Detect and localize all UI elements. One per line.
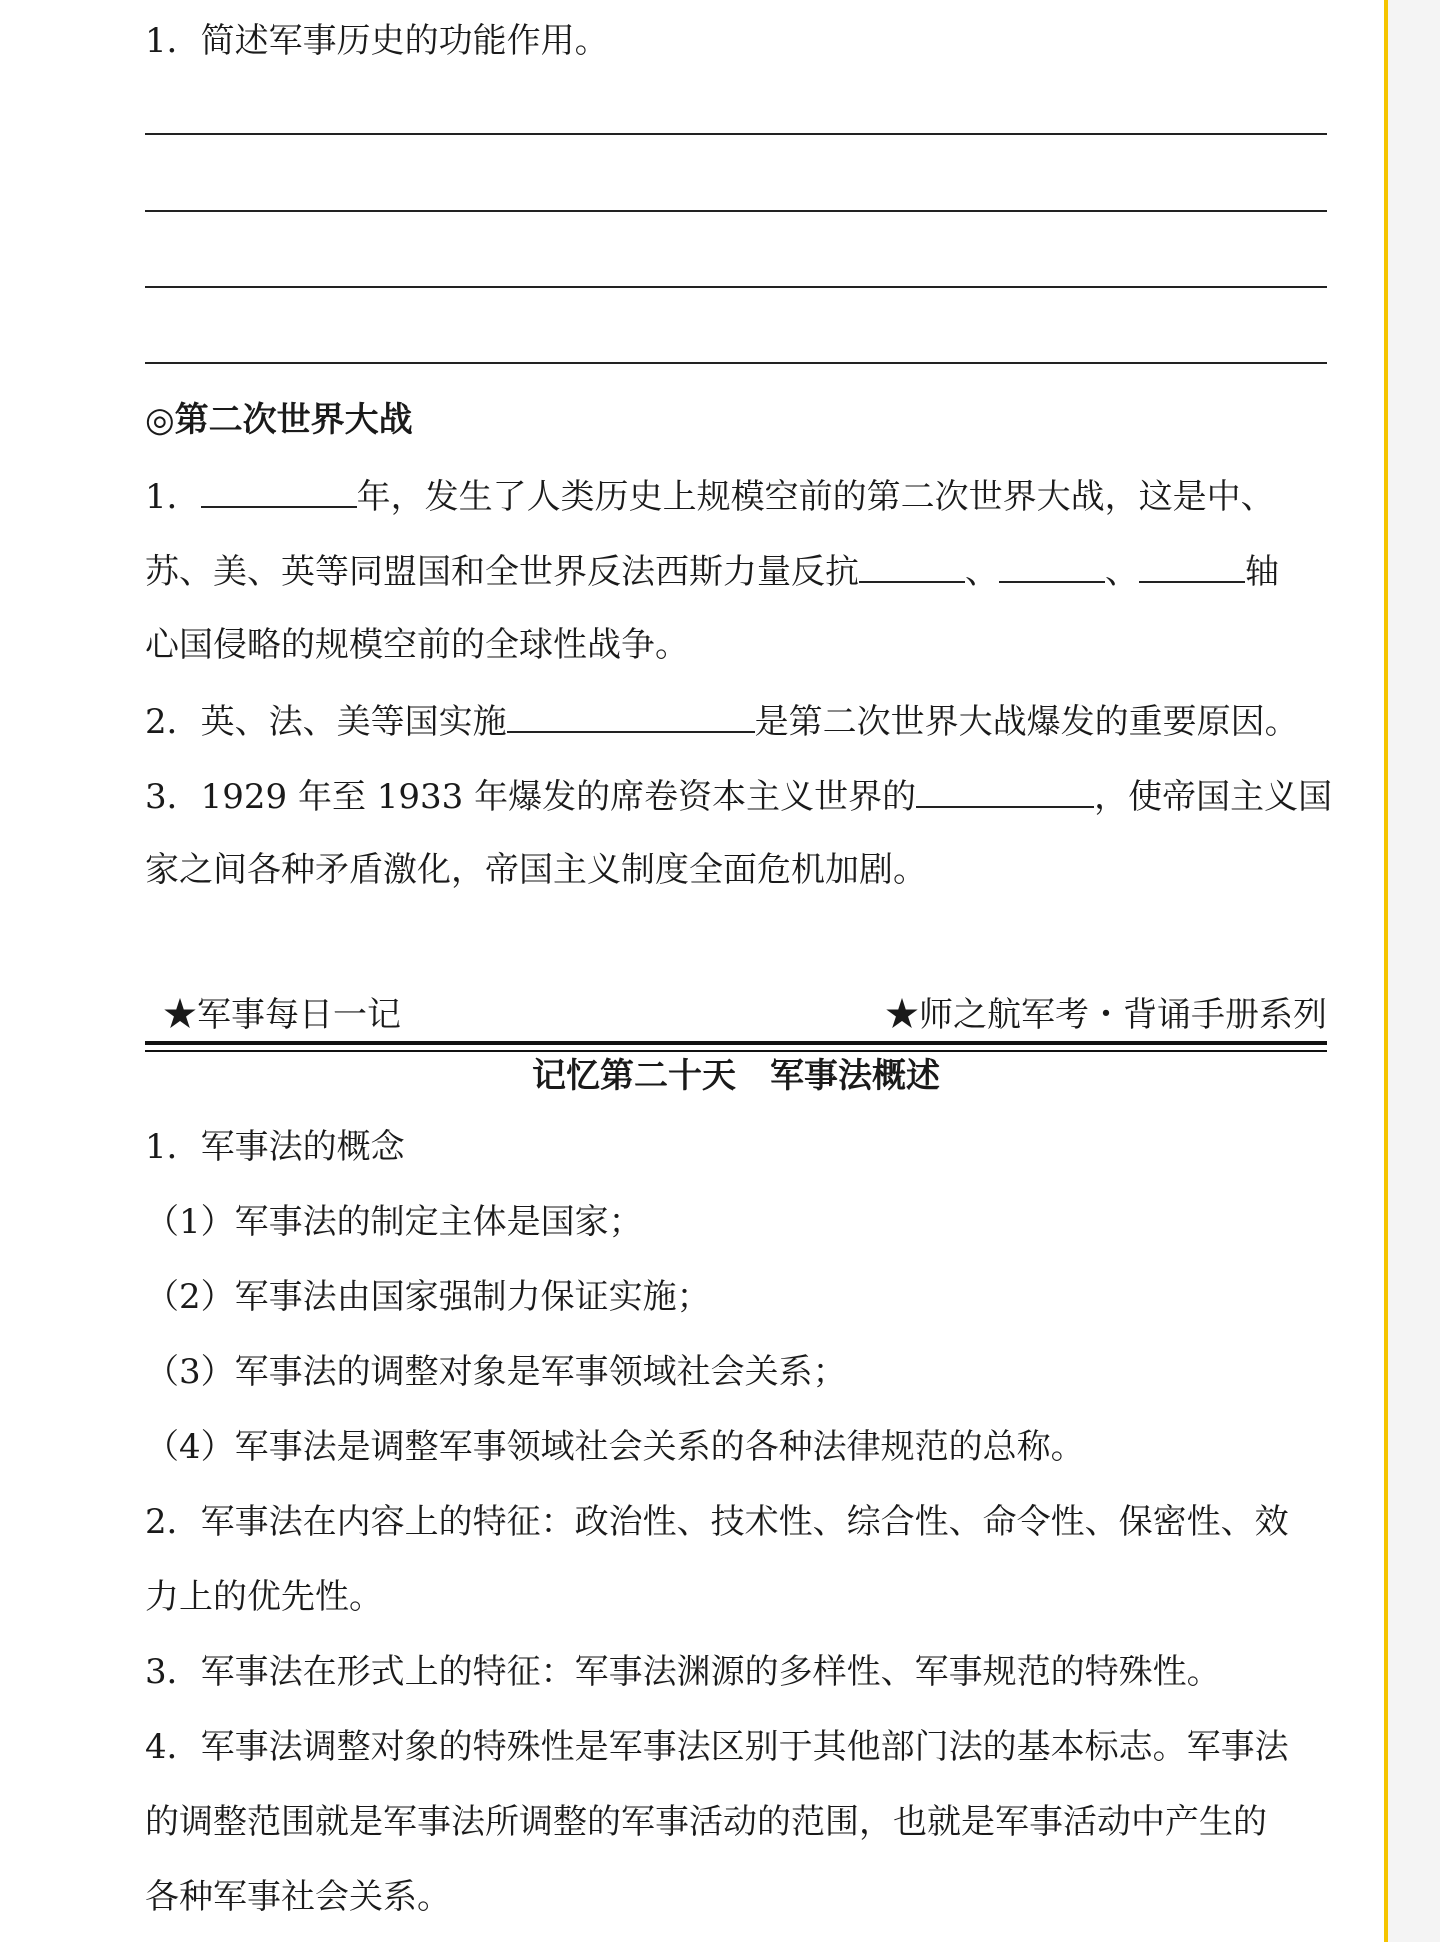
q2-text-b: 是第二次世界大战爆发的重要原因。 [754,702,1299,742]
body-line: 3．军事法在形式上的特征：军事法渊源的多样性、军事规范的特殊性。 [145,1652,1221,1692]
header-right: ★师之航军考・背诵手册系列 [885,995,1327,1035]
body-line: （2）军事法由国家强制力保证实施； [145,1277,711,1317]
answer-line[interactable] [145,133,1327,135]
body-line: （1）军事法的制定主体是国家； [145,1202,643,1242]
fill-blank-year[interactable] [201,470,357,508]
ww2-q3-line2: 家之间各种矛盾激化，帝国主义制度全面危机加剧。 [145,850,927,890]
ww2-q1-line1 [145,470,1275,522]
answer-line[interactable] [145,362,1327,364]
body-line: （3）军事法的调整对象是军事领域社会关系； [145,1352,847,1392]
ww2-q1-line3: 心国侵略的规模空前的全球性战争。 [145,625,689,665]
right-margin [1388,0,1440,1942]
q1-text-3: 轴 [1245,552,1279,592]
fill-blank-axis-2[interactable] [999,545,1105,583]
q3-text-a: 3．1929 年至 1933 年爆发的席卷资本主义世界的 [145,777,917,817]
section-heading-ww2: ◎第二次世界大战 [145,400,413,440]
ww2-q2 [145,695,1299,747]
fill-blank-policy[interactable] [507,695,755,733]
fill-blank-crisis[interactable] [916,770,1094,808]
review-question: 1．简述军事历史的功能作用。 [145,21,609,61]
body-line: 1．军事法的概念 [145,1127,405,1167]
header-left: ★军事每日一记 [163,995,401,1035]
q3-text-b: ，使帝国主义国 [1094,777,1333,817]
header-rule-thick [145,1041,1327,1045]
body-line: 力上的优先性。 [145,1577,383,1617]
day-title: 记忆第二十天 军事法概述 [532,1056,940,1096]
separator: 、 [1105,552,1139,592]
q2-text-a: 2．英、法、美等国实施 [145,702,507,742]
q1-text-1: 年，发生了人类历史上规模空前的第二次世界大战，这是中、 [356,477,1275,517]
body-line: 各种军事社会关系。 [145,1877,451,1917]
answer-line[interactable] [145,210,1327,212]
ww2-q3-line1 [145,770,1332,822]
answer-line[interactable] [145,286,1327,288]
body-line: （4）军事法是调整军事领域社会关系的各种法律规范的总称。 [145,1427,1085,1467]
q1-text-2: 苏、美、英等同盟国和全世界反法西斯力量反抗 [145,552,859,592]
body-line: 2．军事法在内容上的特征：政治性、技术性、综合性、命令性、保密性、效 [145,1502,1289,1542]
body-line: 4．军事法调整对象的特殊性是军事法区别于其他部门法的基本标志。军事法 [145,1727,1289,1767]
fill-blank-axis-3[interactable] [1139,545,1245,583]
separator: 、 [965,552,999,592]
yellow-border-line [1384,0,1388,1942]
fill-blank-axis-1[interactable] [859,545,965,583]
body-line: 的调整范围就是军事法所调整的军事活动的范围，也就是军事活动中产生的 [145,1802,1267,1842]
q1-number: 1． [145,477,201,517]
ww2-q1-line2 [145,545,1279,597]
